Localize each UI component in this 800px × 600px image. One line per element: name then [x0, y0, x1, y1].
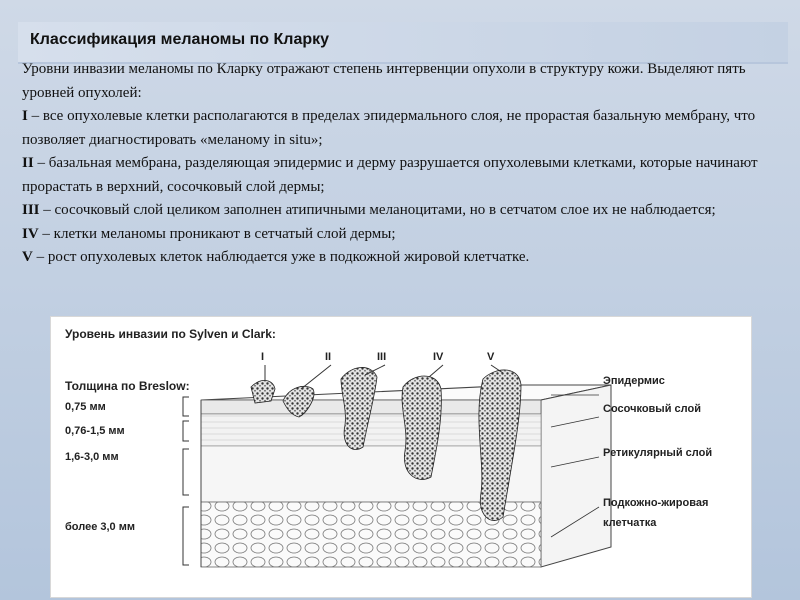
level-item-1	[22, 105, 782, 152]
level-number: IV	[22, 225, 39, 242]
level-item-5	[22, 246, 782, 270]
label-papillary: Сосочковый слой	[603, 403, 701, 415]
level-number: II	[22, 155, 34, 171]
level-number: V	[22, 249, 33, 265]
level-text: – клетки меланомы проникают в сетчатый слой дермы;	[38, 225, 396, 242]
roman-label-3: III	[377, 351, 387, 363]
tumor-level-1	[251, 380, 275, 403]
label-subcutaneous-2: клетчатка	[603, 517, 657, 529]
level-item-2	[22, 152, 782, 199]
level-text: – базальная мембрана, разделяющая эпидермис и дерму разрушается опухолевыми клетками, которые начинают прорастать в верхний, сосочковый слой дермы;	[22, 155, 758, 195]
level-number: III	[22, 202, 40, 218]
thickness-1-6-3-0: 1,6-3,0 мм	[65, 451, 119, 463]
slide-title: Классификация меланомы по Кларку	[30, 31, 330, 48]
label-epidermis: Эпидермис	[603, 375, 665, 387]
breslow-label: Толщина по Breslow:	[65, 379, 190, 393]
roman-label-5: V	[487, 351, 495, 363]
thickness-0-75: 0,75 мм	[65, 401, 106, 413]
roman-label-4: IV	[433, 351, 444, 363]
roman-label-2: II	[325, 351, 332, 363]
level-item-3	[22, 199, 782, 223]
side-face	[541, 385, 611, 567]
level-item-4	[22, 223, 782, 247]
clark-levels-figure	[50, 316, 752, 598]
level-text: – рост опухолевых клеток наблюдается уже в подкожной жировой клетчатке.	[32, 249, 530, 265]
level-text: – сосочковый слой целиком заполнен атипичными меланоцитами, но в сетчатом слое их не наблюдается;	[39, 202, 716, 218]
roman-label-1: I	[261, 351, 265, 363]
level-number: I	[22, 108, 28, 124]
thickness-over-3-0: более 3,0 мм	[65, 521, 135, 533]
figure-heading: Уровень инвазии по Sylven и Clark:	[65, 327, 276, 341]
thickness-0-76-1-5: 0,76-1,5 мм	[65, 425, 125, 437]
label-subcutaneous-1: Подкожно-жировая	[603, 497, 709, 509]
intro-paragraph: Уровни инвазии меланомы по Кларку отражают степень интервенции опухоли в структуру кожи. Выделяют пять уровней опухолей:	[22, 61, 746, 101]
level-text: – все опухолевые клетки располагаются в пределах эпидермального слоя, не прорастая базальную мембрану, что позволяет диагностировать «меланому in situ»;	[22, 108, 756, 148]
slide-body	[22, 58, 782, 270]
label-reticular: Ретикулярный слой	[603, 447, 713, 459]
